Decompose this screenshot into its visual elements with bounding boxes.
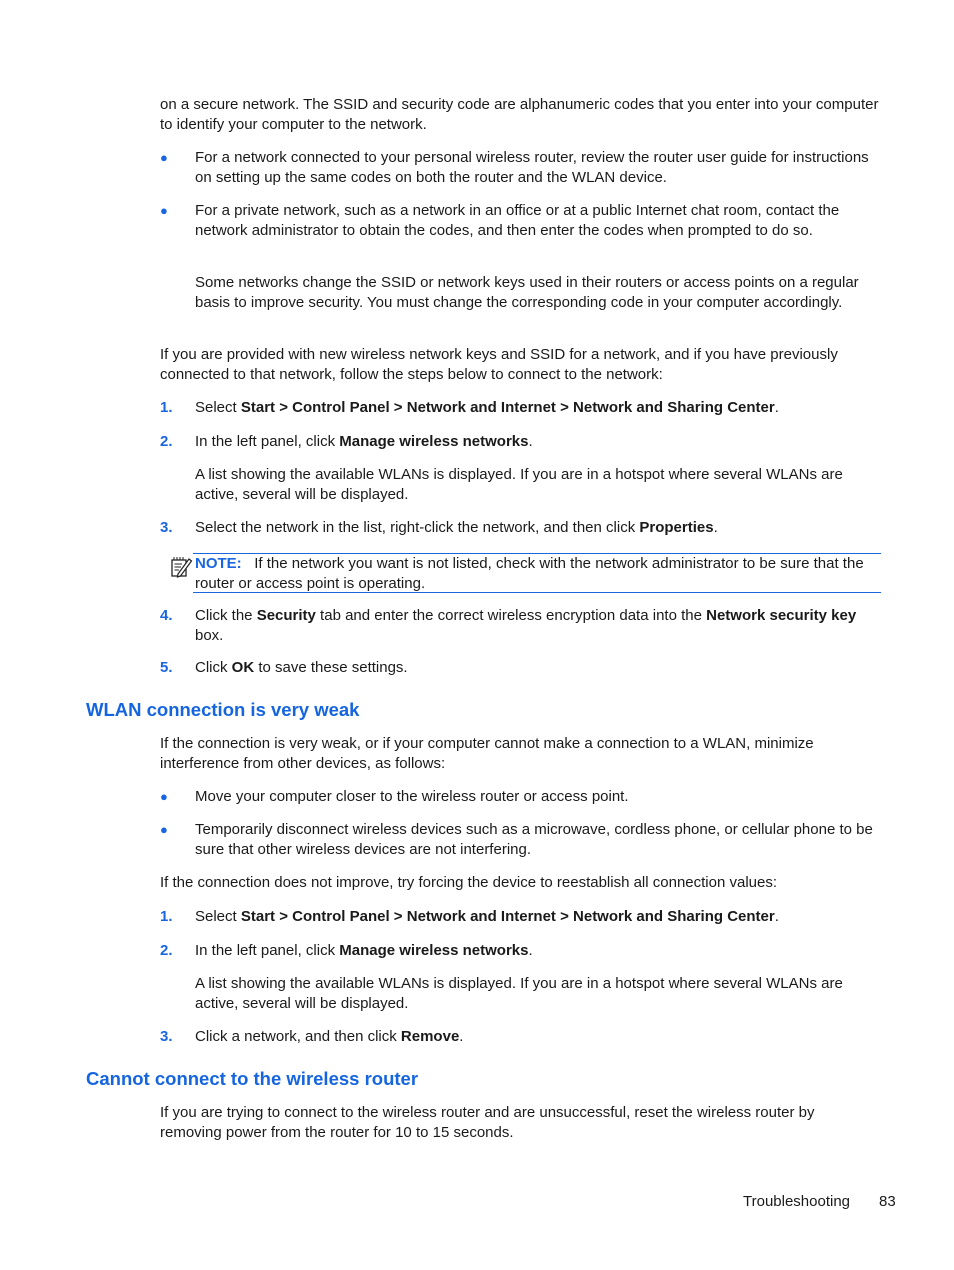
bullet-private-network-note: Some networks change the SSID or network keys used in their routers or access points on a regular basis to improve security. You must change the corresponding code in your computer accordingly. bbox=[195, 274, 859, 311]
bullet-disconnect-devices: Temporarily disconnect wireless devices such as a microwave, cordless phone, or cellular phone to be sure that other wireless devices are not interfering. bbox=[195, 821, 873, 858]
step-select-network-center: Select Start > Control Panel > Network and Internet > Network and Sharing Center. bbox=[195, 399, 779, 416]
step-security-tab: Click the Security tab and enter the correct wireless encryption data into the Network security key box. bbox=[195, 607, 857, 644]
weak-steps-paragraph: If the connection does not improve, try forcing the device to reestablish all connection values: bbox=[160, 874, 778, 891]
bullet-personal-router: For a network connected to your personal wireless router, review the router user guide for instructions on setting up the same codes on both the router and the WLAN device. bbox=[195, 149, 869, 186]
heading-cannot-connect-router: Cannot connect to the wireless router bbox=[86, 1068, 419, 1089]
footer-section-name: Troubleshooting bbox=[743, 1193, 851, 1210]
step-number: 4. bbox=[160, 607, 173, 624]
weak-step-manage-wireless-detail: A list showing the available WLANs is displayed. If you are in a hotspot where several WLANs are active, several will be displayed. bbox=[195, 975, 843, 1012]
step-number: 3. bbox=[160, 1028, 173, 1045]
step-select-properties: Select the network in the list, right-click the network, and then click Properties. bbox=[195, 519, 718, 536]
step-number: 2. bbox=[160, 433, 173, 450]
step-manage-wireless: In the left panel, click Manage wireless networks. bbox=[195, 433, 533, 450]
router-paragraph: If you are trying to connect to the wireless router and are unsuccessful, reset the wireless router by removing power from the router for 10 to 15 seconds. bbox=[160, 1104, 815, 1141]
weak-intro-paragraph: If the connection is very weak, or if your computer cannot make a connection to a WLAN, minimize interference from other devices, as follows: bbox=[160, 735, 814, 772]
step-number: 1. bbox=[160, 908, 173, 925]
step-number: 3. bbox=[160, 519, 173, 536]
note-text: NOTE: If the network you want is not listed, check with the network administrator to be sure that the router or access point is operating. bbox=[195, 555, 864, 592]
footer-page-number: 83 bbox=[879, 1193, 896, 1210]
bullet-marker: ● bbox=[160, 789, 168, 804]
step-number: 2. bbox=[160, 942, 173, 959]
bullet-move-closer: Move your computer closer to the wireless router or access point. bbox=[195, 788, 629, 805]
step-number: 1. bbox=[160, 399, 173, 416]
weak-step-manage-wireless: In the left panel, click Manage wireless networks. bbox=[195, 942, 533, 959]
step-number: 5. bbox=[160, 659, 173, 676]
step-manage-wireless-detail: A list showing the available WLANs is displayed. If you are in a hotspot where several WLANs are active, several will be displayed. bbox=[195, 466, 843, 503]
intro-paragraph: on a secure network. The SSID and security code are alphanumeric codes that you enter into your computer to identify your computer to the network. bbox=[160, 96, 879, 133]
note-icon bbox=[169, 555, 193, 579]
intro-steps-paragraph: If you are provided with new wireless network keys and SSID for a network, and if you have previously connected to that network, follow the steps below to connect to the network: bbox=[160, 346, 838, 383]
weak-step-remove: Click a network, and then click Remove. bbox=[195, 1028, 464, 1045]
step-click-ok: Click OK to save these settings. bbox=[195, 659, 408, 676]
bullet-marker: ● bbox=[160, 203, 168, 218]
bullet-marker: ● bbox=[160, 150, 168, 165]
note-box bbox=[193, 553, 881, 593]
bullet-private-network: For a private network, such as a network in an office or at a public Internet chat room, contact the network administrator to obtain the codes, and then enter the codes when prompted to do so. bbox=[195, 202, 840, 239]
bullet-marker: ● bbox=[160, 822, 168, 837]
note-label: NOTE: bbox=[195, 555, 242, 572]
weak-step-select-network-center: Select Start > Control Panel > Network and Internet > Network and Sharing Center. bbox=[195, 908, 779, 925]
heading-wlan-weak: WLAN connection is very weak bbox=[86, 699, 360, 720]
